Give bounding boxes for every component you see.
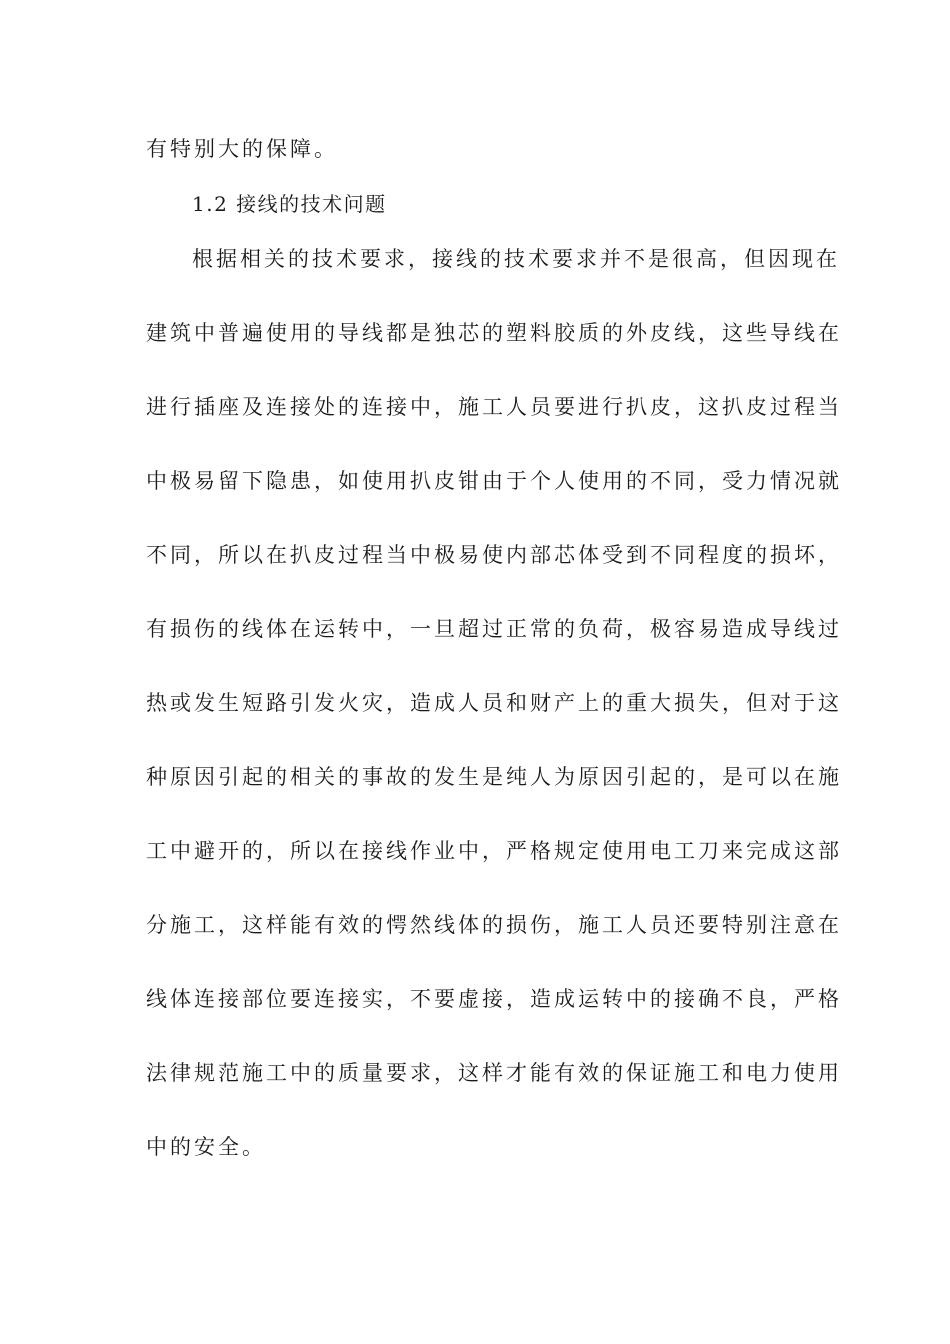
paragraph-line: 进行插座及连接处的连接中，施工人员要进行扒皮，这扒皮过程当 [146,395,842,419]
paragraph-line: 热或发生短路引发火灾，造成人员和财产上的重大损失，但对于这 [146,691,842,715]
paragraph-line: 有损伤的线体在运转中，一旦超过正常的负荷，极容易造成导线过 [146,617,842,641]
paragraph-line: 中的安全。 [146,1135,266,1159]
paragraph-line: 种原因引起的相关的事故的发生是纯人为原因引起的，是可以在施 [146,765,842,789]
paragraph-line: 工中避开的，所以在接线作业中，严格规定使用电工刀来完成这部 [146,839,842,863]
paragraph-line: 分施工，这样能有效的愕然线体的损伤，施工人员还要特别注意在 [146,913,842,937]
section-heading: 1.2 接线的技术问题 [192,192,387,216]
paragraph-line: 根据相关的技术要求，接线的技术要求并不是很高，但因现在 [192,247,840,271]
intro-line: 有特别大的保障。 [146,137,338,161]
paragraph-line: 中极易留下隐患，如使用扒皮钳由于个人使用的不同，受力情况就 [146,469,842,493]
paragraph-line: 线体连接部位要连接实，不要虚接，造成运转中的接确不良，严格 [146,987,842,1011]
paragraph-line: 建筑中普遍使用的导线都是独芯的塑料胶质的外皮线，这些导线在 [146,321,842,345]
document-body [146,131,842,1203]
paragraph-line: 不同，所以在扒皮过程当中极易使内部芯体受到不同程度的损坏， [146,543,842,567]
paragraph-line: 法律规范施工中的质量要求，这样才能有效的保证施工和电力使用 [146,1061,842,1085]
